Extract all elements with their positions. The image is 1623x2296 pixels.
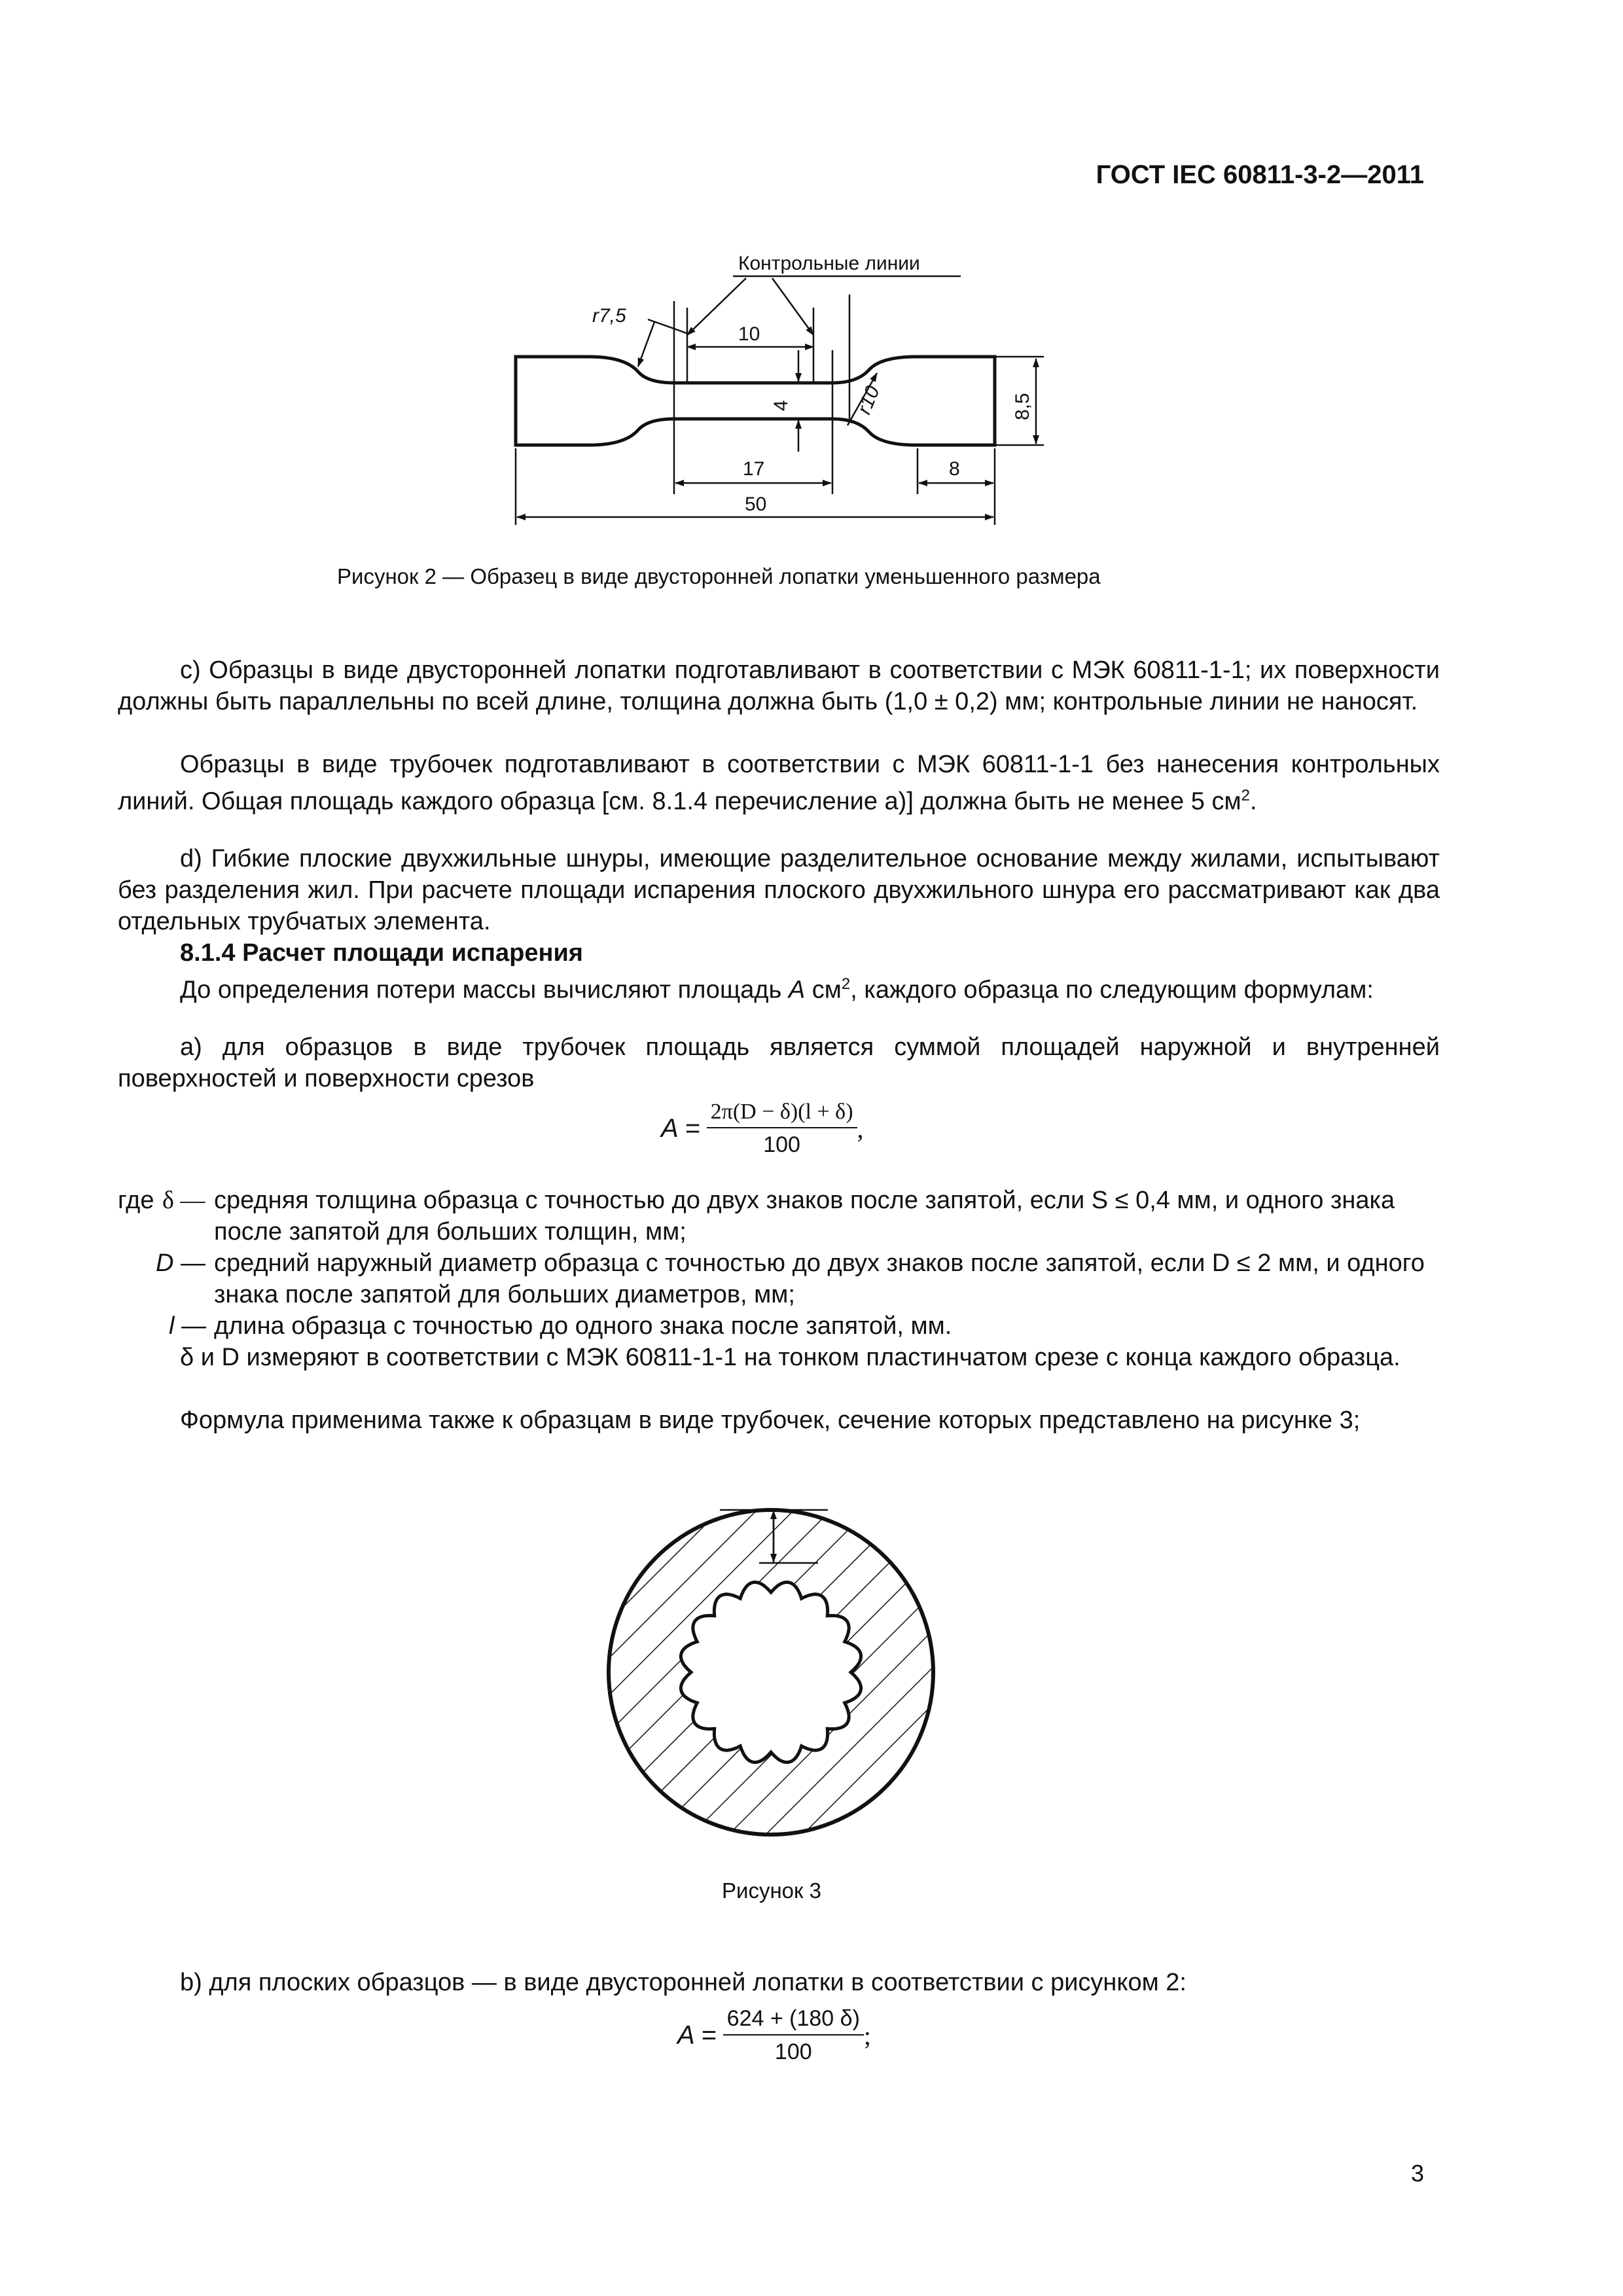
paragraph-before-text: До определения потери массы вычисляют площадь	[180, 976, 789, 1004]
formula-tail: ,	[857, 1114, 864, 1143]
superscript-2: 2	[841, 975, 851, 993]
formula-fraction	[723, 2006, 864, 2065]
control-lines-label: Контрольные линии	[738, 253, 920, 274]
dim-r7-5: r7,5	[592, 305, 626, 327]
specimen-outline	[516, 357, 995, 445]
formula-numerator: 2π(D − δ)(l + δ)	[707, 1100, 857, 1128]
formula-lhs: A =	[677, 2020, 717, 2050]
paragraph-before-end: , каждого образца по следующим формулам:	[850, 976, 1374, 1004]
paragraph-before-formulas	[118, 969, 1440, 1006]
paragraph-c: c) Образцы в виде двусторонней лопатки подготавливают в соответствии с МЭК 60811-1-1; их поверхности должны быть параллельны по всей длине, толщина должна быть (1,0 ± 0,2) мм; контрольные линии не наносят.	[118, 656, 1440, 715]
formula-lhs: A =	[661, 1114, 700, 1143]
formula-numerator: 624 + (180 δ)	[723, 2006, 864, 2036]
section-heading-8-1-4: 8.1.4 Расчет площади испарения	[180, 939, 583, 967]
paragraph-tubes-end: .	[1249, 787, 1257, 816]
definition-symbol: D —	[156, 1249, 205, 1277]
definition-symbol: δ —	[162, 1187, 205, 1214]
dim-50: 50	[745, 493, 767, 515]
formula-tail: ;	[863, 2020, 872, 2051]
definition-d	[118, 1247, 1440, 1310]
unit-cm: см	[805, 976, 842, 1004]
figure-2-caption: Рисунок 2 — Образец в виде двусторонней лопатки уменьшенного размера	[337, 564, 1101, 588]
figure-3-caption: Рисунок 3	[722, 1878, 821, 1903]
paragraph-b: b) для плоских образцов — в виде двусторонней лопатки в соответствии с рисунком 2:	[180, 1969, 1186, 1996]
dim-8: 8	[949, 458, 960, 480]
dim-17: 17	[743, 458, 765, 480]
paragraph-tubes-text: Образцы в виде трубочек подготавливают в соответствии с МЭК 60811-1-1 без нанесения контрольных линий. Общая площадь каждого образца [см. 8.1.4 перечисление a)] должна быть не менее 5 см	[118, 751, 1440, 816]
formula-tube-area	[661, 1100, 864, 1158]
variable-a: A	[788, 976, 806, 1004]
formula-flat-area	[677, 2006, 871, 2065]
definition-delta	[118, 1185, 1440, 1247]
paragraph-d: d) Гибкие плоские двухжильные шнуры, имеющие разделительное основание между жилами, испытывают без разделения жил. При расчете площади испарения плоского двухжильного шнура его рассматривают как два отдельных трубчатых элемента.	[118, 845, 1440, 935]
paragraph-a: a) для образцов в виде трубочек площадь является суммой площадей наружной и внутренней поверхностей и поверхности срезов	[118, 1033, 1440, 1092]
where-lead: где	[118, 1187, 154, 1214]
variable-definitions	[118, 1185, 1440, 1342]
definition-text: средний наружный диаметр образца с точностью до двух знаков после запятой, если D ≤ 2 мм, и одного знака после запятой для больших диаметров, мм;	[214, 1249, 1425, 1308]
document-header: ГОСТ IEC 60811-3-2—2011	[1096, 160, 1424, 189]
formula-fraction	[707, 1100, 857, 1158]
formula-denominator: 100	[774, 2039, 812, 2064]
paragraph-tubes	[118, 749, 1440, 817]
paragraph-formula-applies: Формула применима также к образцам в виде трубочек, сечение которых представлено на рисунке 3;	[180, 1407, 1361, 1434]
dim-8-5: 8,5	[1012, 393, 1033, 420]
hatched-wall	[602, 1479, 949, 1865]
definition-text: длина образца с точностью до одного знака после запятой, мм.	[214, 1312, 952, 1340]
definition-l	[118, 1310, 1440, 1342]
formula-denominator: 100	[763, 1132, 800, 1157]
definition-symbol: l —	[169, 1312, 206, 1340]
dim-10: 10	[738, 323, 760, 345]
paragraph-measurement-note: δ и D измеряют в соответствии с МЭК 60811-1-1 на тонком пластинчатом срезе с конца каждого образца.	[180, 1344, 1400, 1371]
figure-2-dumbbell-drawing	[491, 229, 1033, 537]
page-number: 3	[1410, 2160, 1424, 2187]
figure-3-tube-section	[602, 1479, 949, 1865]
superscript-2: 2	[1241, 787, 1250, 804]
definition-text: средняя толщина образца с точностью до двух знаков после запятой, если S ≤ 0,4 мм, и одного знака после запятой для больших толщин, мм;	[214, 1187, 1395, 1246]
dim-r10: r10	[853, 383, 884, 418]
dim-4: 4	[770, 400, 792, 411]
